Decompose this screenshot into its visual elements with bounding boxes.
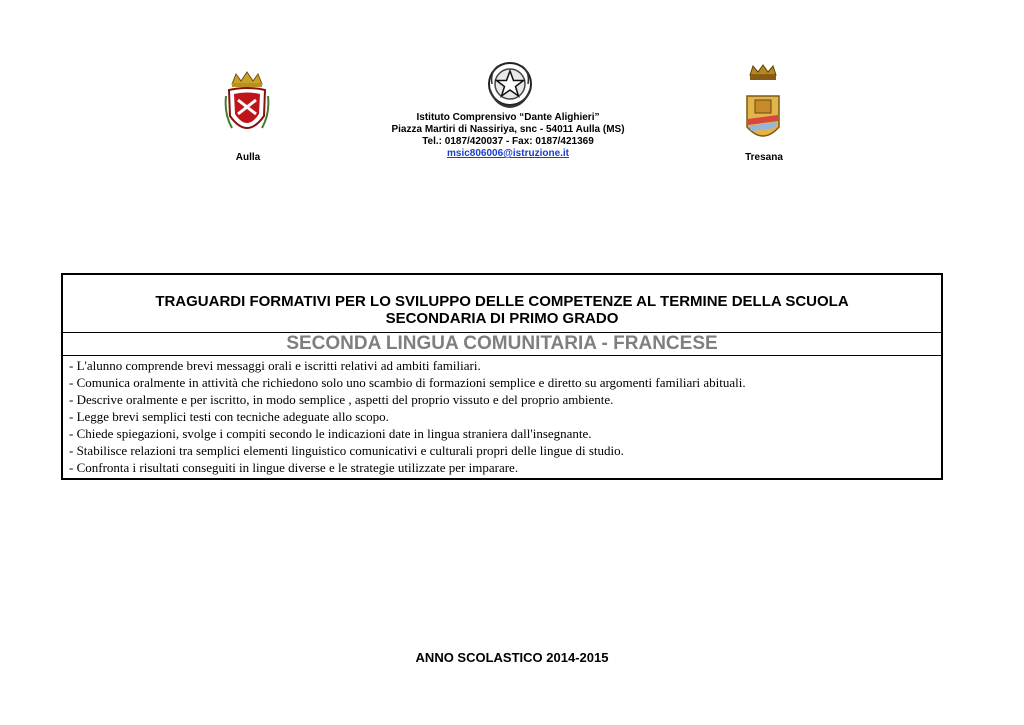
competences-table <box>61 273 943 480</box>
school-info <box>360 112 656 160</box>
goals-list <box>63 356 941 478</box>
school-year: ANNO SCOLASTICO 2014-2015 <box>415 650 609 665</box>
document-title <box>63 275 941 333</box>
subject-heading: SECONDA LINGUA COMUNITARIA - FRANCESE <box>63 333 941 356</box>
italian-republic-emblem-icon <box>486 60 534 110</box>
school-name: Istituto Comprensivo “Dante Alighieri” <box>416 112 600 123</box>
tresana-coat-of-arms-icon <box>744 63 782 145</box>
left-town-label: Aulla <box>235 152 261 163</box>
school-phone: Tel.: 0187/420037 - Fax: 0187/421369 <box>422 136 594 147</box>
goal-item: - Descrive oralmente e per iscritto, in modo semplice , aspetti del proprio vissuto e del proprio ambiente. <box>69 392 614 407</box>
goal-item: - Confronta i risultati conseguiti in lingue diverse e le strategie utilizzate per imparare. <box>69 460 519 475</box>
goal-item: - Stabilisce relazioni tra semplici elementi linguistico comunicativi e culturali propri delle lingue di studio. <box>69 443 624 458</box>
goal-item: - Comunica oralmente in attività che richiedono solo uno scambio di formazioni semplice e diretto su argomenti familiari abituali. <box>69 375 746 390</box>
goal-item: - Legge brevi semplici testi con tecniche adeguate allo scopo. <box>69 409 389 424</box>
school-address: Piazza Martiri di Nassiriya, snc - 54011 Aulla (MS) <box>391 124 625 135</box>
school-email-link[interactable]: msic806006@istruzione.it <box>446 148 570 159</box>
right-town-label: Tresana <box>745 152 783 163</box>
aulla-coat-of-arms-icon <box>224 70 270 142</box>
goal-item: - L'alunno comprende brevi messaggi orali e iscritti relativi ad ambiti familiari. <box>69 358 481 373</box>
goal-item: - Chiede spiegazioni, svolge i compiti secondo le indicazioni date in lingua straniera dall'insegnante. <box>69 426 592 441</box>
document-title-line-1: TRAGUARDI FORMATIVI PER LO SVILUPPO DELLE COMPETENZE AL TERMINE DELLA SCUOLA <box>155 293 849 310</box>
document-title-line-2: SECONDARIA DI PRIMO GRADO <box>385 310 619 327</box>
